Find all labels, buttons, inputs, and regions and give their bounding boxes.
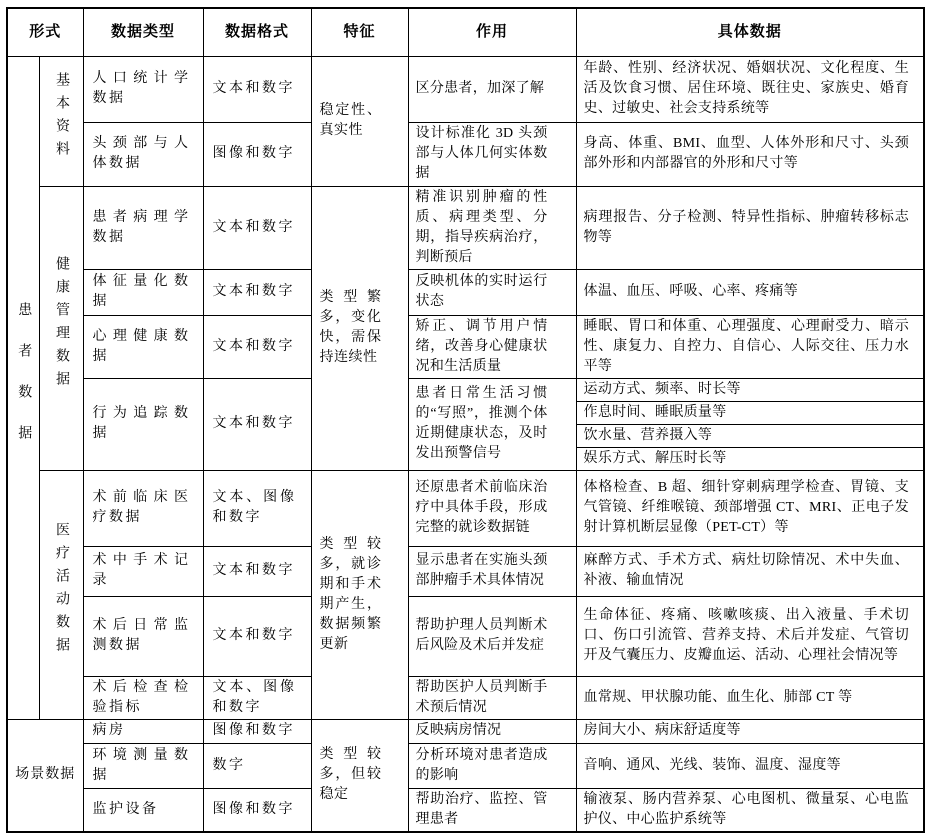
cell-behavior-data-3: 娱乐方式、解压时长等 (576, 447, 924, 470)
group-patient-label: 患者数据 (16, 302, 32, 466)
group-patient-label-cell (7, 56, 39, 719)
cell-environment-data: 音响、通风、光线、装饰、温度、湿度等 (576, 743, 924, 788)
row-head-neck-body (7, 122, 924, 186)
subgroup-basic-label: 基本资料 (54, 71, 69, 164)
subgroup-medical-label-cell (39, 470, 83, 719)
cell-demographics-role: 区分患者，加深了解 (408, 56, 576, 122)
row-ward (7, 719, 924, 743)
cell-head-neck-body-format: 图像和数字 (203, 122, 311, 186)
cell-postop-monitoring-role: 帮助护理人员判断术后风险及术后并发症 (408, 596, 576, 676)
cell-monitoring-devices-role: 帮助治疗、监控、管理患者 (408, 788, 576, 832)
cell-environment-format: 数字 (203, 743, 311, 788)
subgroup-medical-label: 医疗活动数据 (54, 522, 69, 660)
cell-head-neck-body-role: 设计标准化 3D 头颈部与人体几何实体数据 (408, 122, 576, 186)
patient-data-table (6, 7, 925, 833)
cell-ward-format: 图像和数字 (203, 719, 311, 743)
subgroup-health-label: 健康管理数据 (54, 255, 69, 394)
row-postop-monitoring (7, 596, 924, 676)
cell-demographics-format: 文本和数字 (203, 56, 311, 122)
row-demographics (7, 56, 924, 122)
cell-behavior-data-2: 饮水量、营养摄入等 (576, 424, 924, 447)
cell-mental-health-format: 文本和数字 (203, 315, 311, 378)
row-behavior-tracking (7, 378, 924, 401)
header-cell-type: 数据类型 (83, 8, 203, 56)
cell-environment-type: 环境测量数据 (83, 743, 203, 788)
cell-vital-signs-type: 体征量化数据 (83, 269, 203, 315)
cell-head-neck-body-type: 头颈部与人体数据 (83, 122, 203, 186)
cell-ward-data: 房间大小、病床舒适度等 (576, 719, 924, 743)
cell-preop-format: 文本、图像和数字 (203, 470, 311, 546)
row-monitoring-devices (7, 788, 924, 832)
cell-behavior-format: 文本和数字 (203, 378, 311, 470)
cell-pathology-data: 病理报告、分子检测、特异性指标、肿瘤转移标志物等 (576, 186, 924, 269)
cell-monitoring-devices-type: 监护设备 (83, 788, 203, 832)
cell-postop-monitoring-data: 生命体征、疼痛、咳嗽咳痰、出入液量、手术切口、伤口引流管、营养支持、术后并发症、气管切开及气囊压力、皮瓣血运、活动、心理社会情况等 (576, 596, 924, 676)
cell-intraop-format: 文本和数字 (203, 546, 311, 596)
subgroup-basic-label-cell (39, 56, 83, 186)
cell-intraop-data: 麻醉方式、手术方式、病灶切除情况、术中失血、补液、输血情况 (576, 546, 924, 596)
group-scene-label: 场景数据 (7, 719, 83, 832)
cell-postop-tests-role: 帮助医护人员判断手术预后情况 (408, 676, 576, 719)
cell-medical-feature: 类型较多，就诊期和手术期产生，数据频繁更新 (311, 470, 408, 719)
cell-mental-health-type: 心理健康数据 (83, 315, 203, 378)
cell-head-neck-body-data: 身高、体重、BMI、血型、人体外形和尺寸、头颈部外形和内部器官的外形和尺寸等 (576, 122, 924, 186)
cell-basic-feature: 稳定性、真实性 (311, 56, 408, 186)
header-cell-form: 形式 (7, 8, 83, 56)
cell-pathology-type: 患者病理学数据 (83, 186, 203, 269)
subgroup-health-label-cell (39, 186, 83, 470)
cell-vital-signs-role: 反映机体的实时运行状态 (408, 269, 576, 315)
cell-preop-type: 术前临床医疗数据 (83, 470, 203, 546)
cell-postop-monitoring-type: 术后日常监测数据 (83, 596, 203, 676)
row-environment (7, 743, 924, 788)
header-cell-feature: 特征 (311, 8, 408, 56)
cell-intraop-role: 显示患者在实施头颈部肿瘤手术具体情况 (408, 546, 576, 596)
cell-monitoring-devices-data: 输液泵、肠内营养泵、心电图机、微量泵、心电监护仪、中心监护系统等 (576, 788, 924, 832)
cell-vital-signs-format: 文本和数字 (203, 269, 311, 315)
row-pathology (7, 186, 924, 269)
cell-pathology-role: 精准识别肿瘤的性质、病理类型、分期，指导疾病治疗，判断预后 (408, 186, 576, 269)
cell-intraop-type: 术中手术记录 (83, 546, 203, 596)
cell-postop-tests-format: 文本、图像和数字 (203, 676, 311, 719)
header-cell-role: 作用 (408, 8, 576, 56)
cell-pathology-format: 文本和数字 (203, 186, 311, 269)
cell-mental-health-data: 睡眠、胃口和体重、心理强度、心理耐受力、暗示性、康复力、自控力、自信心、人际交往、压力水平等 (576, 315, 924, 378)
header-row (7, 8, 924, 56)
cell-monitoring-devices-format: 图像和数字 (203, 788, 311, 832)
cell-vital-signs-data: 体温、血压、呼吸、心率、疼痛等 (576, 269, 924, 315)
cell-demographics-type: 人口统计学数据 (83, 56, 203, 122)
row-intraop-record (7, 546, 924, 596)
cell-demographics-data: 年龄、性别、经济状况、婚姻状况、文化程度、生活及饮食习惯、居住环境、既往史、家族史、婚育史、过敏史、社会支持系统等 (576, 56, 924, 122)
cell-ward-type: 病房 (83, 719, 203, 743)
row-mental-health (7, 315, 924, 378)
cell-postop-monitoring-format: 文本和数字 (203, 596, 311, 676)
row-preop-clinical (7, 470, 924, 546)
cell-environment-role: 分析环境对患者造成的影响 (408, 743, 576, 788)
cell-behavior-data-0: 运动方式、频率、时长等 (576, 378, 924, 401)
cell-preop-role: 还原患者术前临床治疗中具体手段，形成完整的就诊数据链 (408, 470, 576, 546)
header-cell-data: 具体数据 (576, 8, 924, 56)
cell-behavior-type: 行为追踪数据 (83, 378, 203, 470)
cell-postop-tests-type: 术后检查检验指标 (83, 676, 203, 719)
cell-behavior-data-1: 作息时间、睡眠质量等 (576, 401, 924, 424)
cell-scene-feature: 类型较多，但较稳定 (311, 719, 408, 832)
row-vital-signs (7, 269, 924, 315)
cell-ward-role: 反映病房情况 (408, 719, 576, 743)
cell-mental-health-role: 矫正、调节用户情绪，改善身心健康状况和生活质量 (408, 315, 576, 378)
row-postop-tests (7, 676, 924, 719)
cell-preop-data: 体格检查、B 超、细针穿刺病理学检查、胃镜、支气管镜、纤维喉镜、颈部增强 CT、MRI、正电子发射计算机断层显像（PET-CT）等 (576, 470, 924, 546)
cell-health-feature: 类型繁多，变化快，需保持连续性 (311, 186, 408, 470)
header-cell-format: 数据格式 (203, 8, 311, 56)
cell-postop-tests-data: 血常规、甲状腺功能、血生化、肺部 CT 等 (576, 676, 924, 719)
cell-behavior-role: 患者日常生活习惯的“写照”，推测个体近期健康状态，及时发出预警信号 (408, 378, 576, 470)
